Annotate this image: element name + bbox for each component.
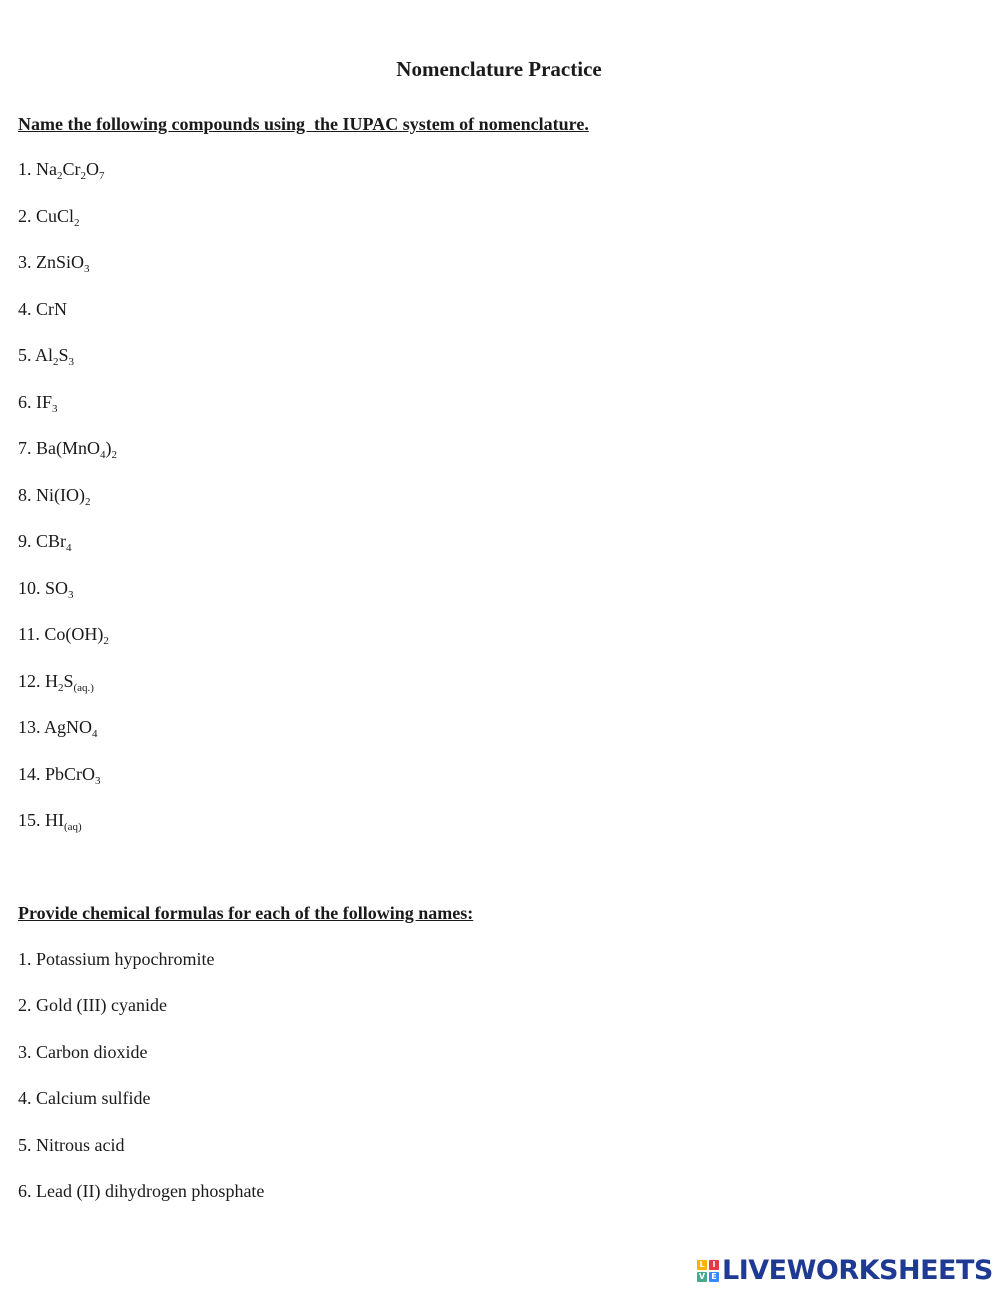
compound-item xyxy=(18,485,90,506)
name-item: 5. Nitrous acid xyxy=(18,1135,125,1155)
formula-subscript: 3 xyxy=(52,403,58,415)
formula-text: Ni(IO) xyxy=(36,485,85,505)
formula-text: Co(OH) xyxy=(44,624,104,644)
item-number: 8. xyxy=(18,485,32,505)
formula-text: HI xyxy=(45,810,64,830)
compound-formula xyxy=(44,624,109,647)
formula-text: S xyxy=(63,671,74,691)
item-number: 13. xyxy=(18,717,41,737)
section-heading-naming: Name the following compounds using the IUPAC system of nomenclature. xyxy=(18,114,589,134)
compound-formula xyxy=(45,810,82,833)
formula-text: PbCrO xyxy=(45,764,96,784)
compound-item xyxy=(18,531,72,552)
item-number: 1. xyxy=(18,159,32,179)
compound-formula xyxy=(36,299,67,319)
compound-item xyxy=(18,671,94,692)
formula-text: AgNO xyxy=(44,717,93,737)
item-number: 9. xyxy=(18,531,32,551)
compound-item xyxy=(18,810,82,831)
formula-subscript: (aq) xyxy=(64,821,82,833)
item-number: 10. xyxy=(18,578,41,598)
compound-item xyxy=(18,438,117,459)
item-number: 7. xyxy=(18,438,32,458)
formula-subscript: 2 xyxy=(111,449,117,461)
formula-subscript: 2 xyxy=(103,635,109,647)
formula-subscript: 2 xyxy=(53,356,59,368)
name-item: 4. Calcium sulfide xyxy=(18,1088,151,1108)
compound-item xyxy=(18,159,105,180)
formula-subscript: 2 xyxy=(74,217,80,229)
name-item: 6. Lead (II) dihydrogen phosphate xyxy=(18,1181,265,1201)
formula-subscript: 2 xyxy=(80,170,86,182)
item-number: 3. xyxy=(18,252,32,272)
compound-formula xyxy=(36,392,58,415)
formula-text: CBr xyxy=(36,531,67,551)
formula-text: H xyxy=(45,671,58,691)
compound-item xyxy=(18,764,101,785)
compound-formula xyxy=(35,345,75,368)
name-item: 1. Potassium hypochromite xyxy=(18,949,215,969)
compound-item xyxy=(18,578,74,599)
item-number: 2. xyxy=(18,206,32,226)
formula-text: IF xyxy=(36,392,53,412)
item-number: 14. xyxy=(18,764,41,784)
formula-text: CrN xyxy=(36,299,67,319)
compound-item xyxy=(18,206,80,227)
logo-square: I xyxy=(709,1260,719,1270)
item-number: 15. xyxy=(18,810,41,830)
name-item: 2. Gold (III) cyanide xyxy=(18,995,167,1015)
section-heading-formulas: Provide chemical formulas for each of the following names: xyxy=(18,903,474,923)
compound-formula xyxy=(36,438,117,461)
compound-formula xyxy=(36,206,80,229)
formula-subscript: 4 xyxy=(66,542,72,554)
item-number: 6. xyxy=(18,392,32,412)
formula-subscript: 3 xyxy=(68,589,74,601)
formula-text: ) xyxy=(105,438,112,458)
liveworksheets-logo xyxy=(697,1255,993,1287)
logo-mark-icon xyxy=(697,1260,719,1282)
page-title: Nomenclature Practice xyxy=(396,57,602,81)
formula-subscript: 2 xyxy=(84,496,91,508)
formula-text: Cr xyxy=(62,159,81,179)
compound-formula xyxy=(36,252,90,275)
item-number: 4. xyxy=(18,299,32,319)
compound-formula xyxy=(36,159,105,182)
formula-text: Na xyxy=(36,159,57,179)
name-item: 3. Carbon dioxide xyxy=(18,1042,148,1062)
compound-item xyxy=(18,299,67,320)
formula-text: CuCl xyxy=(36,206,75,226)
formula-text: SO xyxy=(45,578,69,598)
compound-item xyxy=(18,624,109,645)
compound-item xyxy=(18,252,90,273)
compound-formula xyxy=(36,531,72,554)
item-number: 5. xyxy=(18,345,32,365)
formula-subscript: 3 xyxy=(95,775,101,787)
formula-subscript: 3 xyxy=(68,356,75,368)
formula-text: O xyxy=(86,159,99,179)
formula-subscript: 4 xyxy=(100,449,106,461)
formula-subscript: 2 xyxy=(57,170,63,182)
compound-item xyxy=(18,392,58,413)
logo-square: V xyxy=(698,1272,706,1281)
compound-formula xyxy=(44,717,98,740)
formula-subscript: 7 xyxy=(99,170,105,182)
item-number: 12. xyxy=(18,671,41,691)
formula-text: Ba(MnO xyxy=(36,438,100,458)
formula-text: ZnSiO xyxy=(36,252,85,272)
formula-subscript: 2 xyxy=(58,682,64,694)
compound-formula xyxy=(45,578,74,601)
formula-subscript: (aq.) xyxy=(73,682,94,694)
compound-formula xyxy=(36,485,91,508)
compound-formula xyxy=(45,671,94,694)
logo-square: L xyxy=(697,1260,707,1270)
formula-subscript: 3 xyxy=(84,263,90,275)
compound-item xyxy=(18,345,74,366)
compound-item xyxy=(18,717,98,738)
formula-text: S xyxy=(58,345,69,365)
logo-square: E xyxy=(709,1272,719,1282)
formula-subscript: 4 xyxy=(92,728,98,740)
item-number: 11. xyxy=(18,624,40,644)
formula-text: Al xyxy=(35,345,54,365)
logo-text: LIVEWORKSHEETS xyxy=(722,1255,993,1286)
compound-formula xyxy=(45,764,101,787)
